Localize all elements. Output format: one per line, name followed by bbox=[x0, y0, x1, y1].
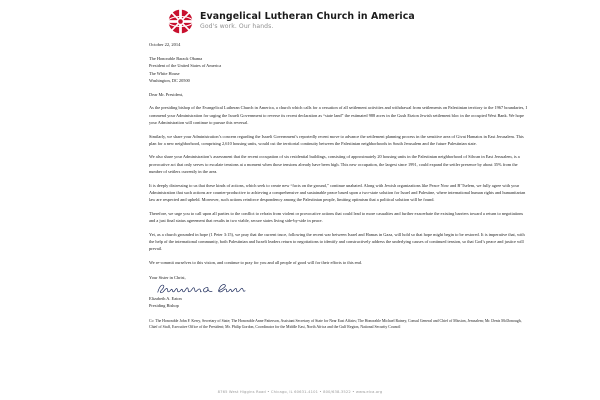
page-footer: 8765 West Higgins Road • Chicago, IL 60631-4101 • 800/638-3522 • www.elca.org bbox=[217, 390, 383, 394]
body-paragraph: As the presiding bishop of the Evangelical Lutheran Church in America, a church which calls for a cessation of all settlement activities and withdrawal from settlements on Palestinian territory to the 1967 boundaries, I commend your Administration for urging the Israeli Government to reverse its recent declaration as “state land” the estimated 988 acres in the Gush Etzion Jewish settlement bloc in the occupied West Bank. We hope your Administration will continue to pursue this reversal. bbox=[149, 105, 527, 125]
cc-list: Cc: The Honorable John F. Kerry, Secretary of State; The Honorable Anne Patterson, Assistant Secretary of State for Near East Affairs; The Honorable Michael Ratney, Consul General and Chief of Mission, Jerusalem; Mr. Denis McDonough, Chief of Staff, Executive Office of the President; Mr. Philip Gordon, Coordinator for the Middle East, North Africa and the Gulf Region, National Security Council bbox=[149, 318, 522, 330]
body-paragraph: It is deeply distressing to us that these kinds of actions, which seek to create new “facts on the ground,” continue unabated. Along with Jewish organizations like Peace Now and B’Tselem, we fully agree with your Administration that such actions are counter-productive to achieving a comprehensive and sustainable peace based upon a two-state solution for Israel and Palestine, where international human rights and humanitarian law are respected and upheld. Moreover, such actions reinforce despondency among the Palestinian people, limiting optimism that a political solution will be found. bbox=[149, 182, 526, 202]
body-paragraph: Yet, as a church grounded in hope (1 Peter 3:15), we pray that the current truce, following the recent war between Israel and Hamas in Gaza, will hold so that hope might begin to be restored. It is imperative that, with the help of the international community, both Palestinian and Israeli leaders return to negotiations to identify and constructively address the underlying causes of continued tension, so that God’s peace and justice will prevail. bbox=[149, 231, 525, 251]
signer-title: Presiding Bishop bbox=[149, 302, 179, 308]
body-paragraph: We also share your Administration’s assessment that the recent occupation of six residential buildings, consisting of approximately 20 housing units in the Palestinian neighborhood of Silwan in East Jerusalem, is a provocative act that only serves to escalate tensions at a moment when those tensions already have been high. This new occupation, the largest since 1991, could expand the settler presence by about 35% from the number of settlers currently in the area. bbox=[149, 154, 520, 174]
recipient-line: The Honorable Barack Obama bbox=[149, 56, 203, 62]
brand-block bbox=[200, 12, 415, 30]
recipient-address bbox=[149, 55, 528, 84]
recipient-line: The White House bbox=[149, 70, 180, 76]
letter-body bbox=[0, 41, 600, 330]
body-paragraph: We re-commit ourselves to this vision, and continue to pray for you and all people of good will for their efforts to this end. bbox=[149, 259, 362, 265]
letter-date: October 22, 2014 bbox=[149, 42, 181, 47]
salutation: Dear Mr. President, bbox=[149, 91, 184, 97]
letterhead bbox=[0, 0, 600, 30]
elca-cross-globe-icon bbox=[167, 8, 194, 35]
organization-tagline: God's work. Our hands. bbox=[200, 22, 274, 30]
closing-line: Your Sister in Christ, bbox=[149, 274, 186, 280]
organization-name: Evangelical Lutheran Church in America bbox=[200, 11, 415, 22]
recipient-line: President of the United States of America bbox=[149, 63, 222, 69]
handwritten-signature bbox=[155, 282, 247, 295]
body-paragraph: Therefore, we urge you to call upon all parties to the conflict to refrain from violent or provocative actions that could lead to more casualties and further exacerbate the existing barriers toward a return to negotiations and a just final status agreement that results in two viable, secure states living side-by-side in peace. bbox=[149, 210, 524, 223]
body-paragraph: Similarly, we share your Administration’s concern regarding the Israeli Government’s reportedly recent move to advance the settlement planning process in the sensitive area of Givat Hamatos in East Jerusalem. This plan for a new neighborhood, comprising 2,610 housing units, would cut the territorial continuity between the Palestinian neighborhoods in South Jerusalem and the future Palestinian state. bbox=[149, 133, 524, 146]
signer-name: Elizabeth A. Eaton bbox=[149, 295, 182, 301]
recipient-line: Washington, DC 20500 bbox=[149, 77, 190, 83]
